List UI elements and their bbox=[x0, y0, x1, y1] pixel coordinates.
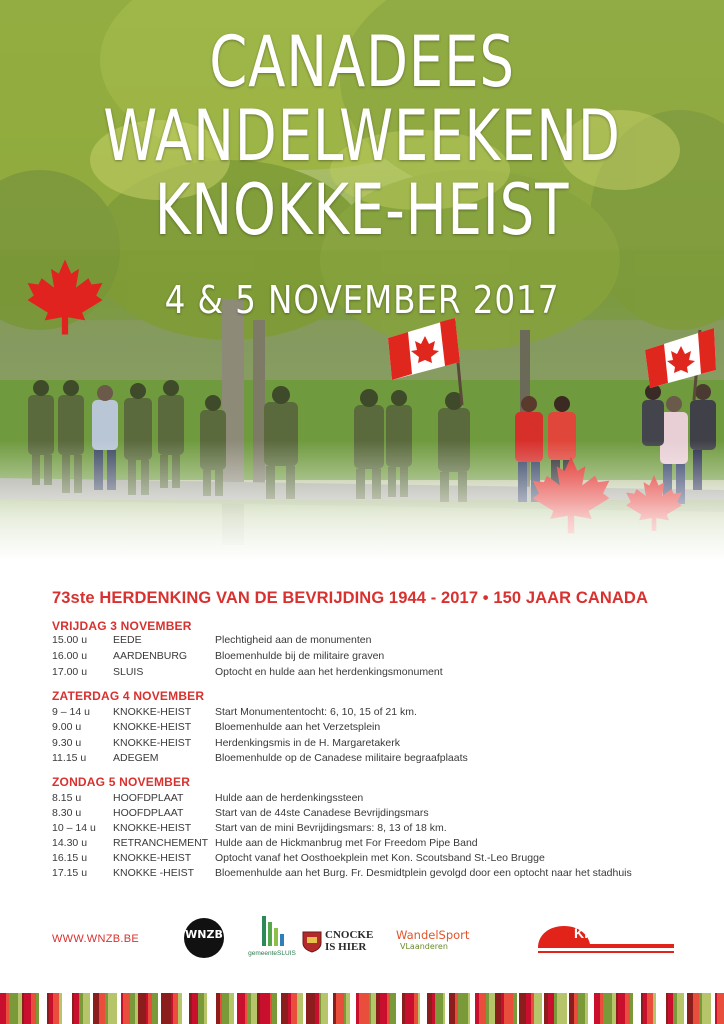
stripe bbox=[630, 993, 633, 1024]
stripe bbox=[346, 993, 350, 1024]
stripe bbox=[557, 993, 567, 1024]
stripe bbox=[455, 993, 458, 1024]
stripe bbox=[344, 993, 346, 1024]
program-headline: 73ste HERDENKING VAN DE BEVRIJDING 1944 - 2017 • 150 JAAR CANADA bbox=[52, 589, 648, 607]
stripe bbox=[291, 993, 297, 1024]
event-place: AARDENBURG bbox=[113, 650, 188, 662]
stripe bbox=[90, 993, 93, 1024]
stripe bbox=[668, 993, 673, 1024]
stripe bbox=[6, 993, 9, 1024]
wandelsport-logo bbox=[396, 928, 492, 954]
stripe bbox=[288, 993, 291, 1024]
stripe bbox=[612, 993, 616, 1024]
stripe bbox=[470, 993, 475, 1024]
stripe bbox=[135, 993, 138, 1024]
stripe bbox=[146, 993, 148, 1024]
stripe bbox=[414, 993, 418, 1024]
stripe bbox=[152, 993, 158, 1024]
stripe bbox=[53, 993, 59, 1024]
stripe bbox=[229, 993, 234, 1024]
stripe bbox=[475, 993, 479, 1024]
stripe bbox=[677, 993, 684, 1024]
stripe bbox=[468, 993, 470, 1024]
stripe bbox=[715, 993, 717, 1024]
stripe bbox=[479, 993, 486, 1024]
stripe bbox=[189, 993, 192, 1024]
title-line-1: CANADEES bbox=[209, 21, 515, 103]
stripe bbox=[173, 993, 178, 1024]
stripe bbox=[306, 993, 315, 1024]
stripe bbox=[578, 993, 585, 1024]
stripe bbox=[387, 993, 390, 1024]
stripe bbox=[260, 993, 270, 1024]
event-place: HOOFDPLAAT bbox=[113, 792, 184, 804]
stripe bbox=[281, 993, 288, 1024]
stripe bbox=[633, 993, 641, 1024]
stripe bbox=[588, 993, 594, 1024]
stripe bbox=[371, 993, 376, 1024]
stripe bbox=[699, 993, 702, 1024]
stripe bbox=[534, 993, 542, 1024]
stripe bbox=[653, 993, 656, 1024]
stripe bbox=[72, 993, 74, 1024]
cnocke-line-2: IS HIER bbox=[325, 941, 367, 953]
stripe bbox=[513, 993, 517, 1024]
stripe bbox=[130, 993, 135, 1024]
stripe bbox=[603, 993, 612, 1024]
stripe bbox=[257, 993, 260, 1024]
stripe bbox=[594, 993, 600, 1024]
stripe bbox=[272, 993, 277, 1024]
stripe bbox=[359, 993, 369, 1024]
stripe bbox=[618, 993, 625, 1024]
stripe bbox=[585, 993, 588, 1024]
stripe bbox=[138, 993, 146, 1024]
stripe bbox=[390, 993, 396, 1024]
stripe bbox=[544, 993, 548, 1024]
stripe bbox=[333, 993, 336, 1024]
stripe bbox=[39, 993, 47, 1024]
event-description: Optocht en hulde aan het herdenkingsmonument bbox=[215, 666, 443, 678]
stripe bbox=[643, 993, 647, 1024]
cnocke-logo bbox=[302, 930, 378, 956]
stripe bbox=[396, 993, 402, 1024]
event-place: KNOKKE-HEIST bbox=[113, 822, 192, 834]
event-time: 17.00 u bbox=[52, 666, 88, 678]
wnzb-logo bbox=[184, 918, 224, 958]
stripe bbox=[336, 993, 344, 1024]
stripe bbox=[303, 993, 306, 1024]
event-time: 9 – 14 u bbox=[52, 706, 90, 718]
stripe bbox=[445, 993, 449, 1024]
sluis-emblem-icon bbox=[252, 914, 292, 948]
stripe bbox=[405, 993, 414, 1024]
stripe bbox=[666, 993, 668, 1024]
stripe bbox=[684, 993, 687, 1024]
event-place: EEDE bbox=[113, 634, 142, 646]
stripe bbox=[625, 993, 630, 1024]
stripe bbox=[376, 993, 380, 1024]
stripe bbox=[486, 993, 489, 1024]
knokke-heist-logo bbox=[534, 920, 683, 958]
stripe bbox=[711, 993, 715, 1024]
stripe bbox=[427, 993, 432, 1024]
event-time: 16.15 u bbox=[52, 852, 88, 864]
stripe bbox=[93, 993, 99, 1024]
stripe bbox=[443, 993, 445, 1024]
stripe bbox=[220, 993, 222, 1024]
stripe bbox=[350, 993, 356, 1024]
stripe bbox=[79, 993, 83, 1024]
stripe bbox=[182, 993, 189, 1024]
event-time: 15.00 u bbox=[52, 634, 88, 646]
stripe bbox=[449, 993, 455, 1024]
event-description: Optocht vanaf het Oosthoekplein met Kon. Scoutsband St.-Leo Brugge bbox=[215, 852, 545, 864]
title-line-3: KNOKKE-HEIST bbox=[154, 169, 570, 251]
stripe bbox=[237, 993, 245, 1024]
stripe bbox=[319, 993, 321, 1024]
stripe bbox=[47, 993, 49, 1024]
event-place: KNOKKE-HEIST bbox=[113, 706, 192, 718]
stripe bbox=[121, 993, 123, 1024]
stripe bbox=[192, 993, 198, 1024]
stripe bbox=[501, 993, 504, 1024]
stripe bbox=[0, 993, 6, 1024]
stripe bbox=[74, 993, 79, 1024]
stripe bbox=[531, 993, 534, 1024]
stripe bbox=[123, 993, 130, 1024]
stripe bbox=[567, 993, 569, 1024]
stripe bbox=[9, 993, 18, 1024]
event-description: Herdenkingsmis in de H. Margaretakerk bbox=[215, 737, 400, 749]
stripe bbox=[517, 993, 519, 1024]
stripe bbox=[315, 993, 319, 1024]
event-description: Start Monumententocht: 6, 10, 15 of 21 km. bbox=[215, 706, 417, 718]
stripe bbox=[36, 993, 39, 1024]
stripe bbox=[22, 993, 24, 1024]
stripe bbox=[161, 993, 171, 1024]
stripe bbox=[245, 993, 247, 1024]
stripe bbox=[198, 993, 204, 1024]
stripe bbox=[693, 993, 699, 1024]
stripe bbox=[49, 993, 53, 1024]
stripe bbox=[504, 993, 513, 1024]
event-description: Hulde aan de Hickmanbrug met For Freedom Pipe Band bbox=[215, 837, 478, 849]
stripe bbox=[519, 993, 526, 1024]
stripe bbox=[270, 993, 272, 1024]
website-link[interactable]: WWW.WNZB.BE bbox=[52, 933, 140, 945]
stripe bbox=[569, 993, 574, 1024]
event-time: 14.30 u bbox=[52, 837, 88, 849]
stripe bbox=[234, 993, 237, 1024]
stripe bbox=[574, 993, 578, 1024]
wandelsport-line-1: WandelSport bbox=[396, 928, 470, 942]
stripe bbox=[647, 993, 653, 1024]
event-time: 8.15 u bbox=[52, 792, 82, 804]
stripe bbox=[171, 993, 173, 1024]
stripe bbox=[251, 993, 257, 1024]
stripe bbox=[148, 993, 152, 1024]
event-place: KNOKKE-HEIST bbox=[113, 737, 192, 749]
stripe bbox=[277, 993, 281, 1024]
stripe bbox=[548, 993, 554, 1024]
stripe bbox=[105, 993, 108, 1024]
stripe bbox=[526, 993, 531, 1024]
day-heading-sunday: ZONDAG 5 NOVEMBER bbox=[52, 775, 191, 789]
wandelsport-line-2: VLaanderen bbox=[400, 942, 448, 951]
stripe bbox=[641, 993, 643, 1024]
event-time: 17.15 u bbox=[52, 867, 88, 879]
stripe bbox=[216, 993, 220, 1024]
wnzb-logo-text: WNZB bbox=[185, 928, 223, 941]
event-place: RETRANCHEMENT bbox=[113, 837, 209, 849]
event-time: 8.30 u bbox=[52, 807, 82, 819]
stripe bbox=[117, 993, 121, 1024]
event-dates: 4 & 5 NOVEMBER 2017 bbox=[164, 278, 560, 322]
stripe bbox=[158, 993, 161, 1024]
stripe bbox=[380, 993, 387, 1024]
cnocke-line-1: CNOCKE bbox=[325, 929, 374, 941]
event-description: Bloemenhulde aan het Burg. Fr. Desmidtplein gevolgd door een optocht naar het stadhuis bbox=[215, 867, 632, 879]
stripe bbox=[99, 993, 105, 1024]
stripe bbox=[432, 993, 435, 1024]
stripe bbox=[495, 993, 501, 1024]
event-place: SLUIS bbox=[113, 666, 144, 678]
event-description: Bloemenhulde op de Canadese militaire begraafplaats bbox=[215, 752, 468, 764]
stripe bbox=[62, 993, 72, 1024]
stripe bbox=[420, 993, 427, 1024]
stripe bbox=[24, 993, 31, 1024]
stripe bbox=[489, 993, 495, 1024]
stripe bbox=[83, 993, 90, 1024]
event-place: ADEGEM bbox=[113, 752, 159, 764]
event-place: KNOKKE -HEIST bbox=[113, 867, 195, 879]
stripe bbox=[418, 993, 420, 1024]
stripe bbox=[356, 993, 359, 1024]
stripe bbox=[673, 993, 677, 1024]
stripe bbox=[328, 993, 333, 1024]
stripe bbox=[297, 993, 303, 1024]
stripe bbox=[18, 993, 22, 1024]
stripe bbox=[435, 993, 443, 1024]
event-description: Bloemenhulde bij de militaire graven bbox=[215, 650, 385, 662]
stripe bbox=[247, 993, 251, 1024]
stripe bbox=[616, 993, 618, 1024]
day-heading-saturday: ZATERDAG 4 NOVEMBER bbox=[52, 689, 205, 703]
stripe bbox=[207, 993, 216, 1024]
stripe bbox=[687, 993, 693, 1024]
stripe bbox=[600, 993, 603, 1024]
stripe bbox=[402, 993, 405, 1024]
stripe bbox=[222, 993, 229, 1024]
stripe bbox=[717, 993, 724, 1024]
event-description: Start van de mini Bevrijdingsmars: 8, 13 of 18 km. bbox=[215, 822, 447, 834]
event-time: 11.15 u bbox=[52, 752, 87, 764]
stripe bbox=[458, 993, 468, 1024]
title-line-2: WANDELWEEKEND bbox=[103, 95, 621, 177]
event-description: Start van de 44ste Canadese Bevrijdingsmars bbox=[215, 807, 429, 819]
event-time: 9.30 u bbox=[52, 737, 82, 749]
hero-fade bbox=[0, 440, 724, 560]
event-place: HOOFDPLAAT bbox=[113, 807, 184, 819]
event-time: 16.00 u bbox=[52, 650, 88, 662]
sluis-logo bbox=[248, 914, 296, 962]
stripe bbox=[178, 993, 182, 1024]
crest-icon bbox=[302, 931, 322, 953]
stripe bbox=[554, 993, 557, 1024]
stripe bbox=[204, 993, 207, 1024]
event-place: KNOKKE-HEIST bbox=[113, 721, 192, 733]
stripe bbox=[369, 993, 371, 1024]
event-description: Bloemenhulde aan het Verzetsplein bbox=[215, 721, 381, 733]
stripe bbox=[542, 993, 544, 1024]
event-time: 10 – 14 u bbox=[52, 822, 96, 834]
decorative-stripe-band bbox=[0, 993, 724, 1024]
stripe bbox=[31, 993, 36, 1024]
event-place: KNOKKE-HEIST bbox=[113, 852, 192, 864]
knokke-heist-logo-text: KNOKKE-HEIST bbox=[574, 925, 683, 941]
stripe bbox=[59, 993, 62, 1024]
stripe bbox=[702, 993, 711, 1024]
stripe bbox=[108, 993, 117, 1024]
stripe bbox=[321, 993, 328, 1024]
stripe bbox=[656, 993, 666, 1024]
event-description: Plechtigheid aan de monumenten bbox=[215, 634, 372, 646]
sluis-logo-text: gemeenteSLUIS bbox=[248, 950, 296, 957]
event-time: 9.00 u bbox=[52, 721, 82, 733]
event-description: Hulde aan de herdenkingssteen bbox=[215, 792, 364, 804]
day-heading-friday: VRIJDAG 3 NOVEMBER bbox=[52, 619, 192, 633]
